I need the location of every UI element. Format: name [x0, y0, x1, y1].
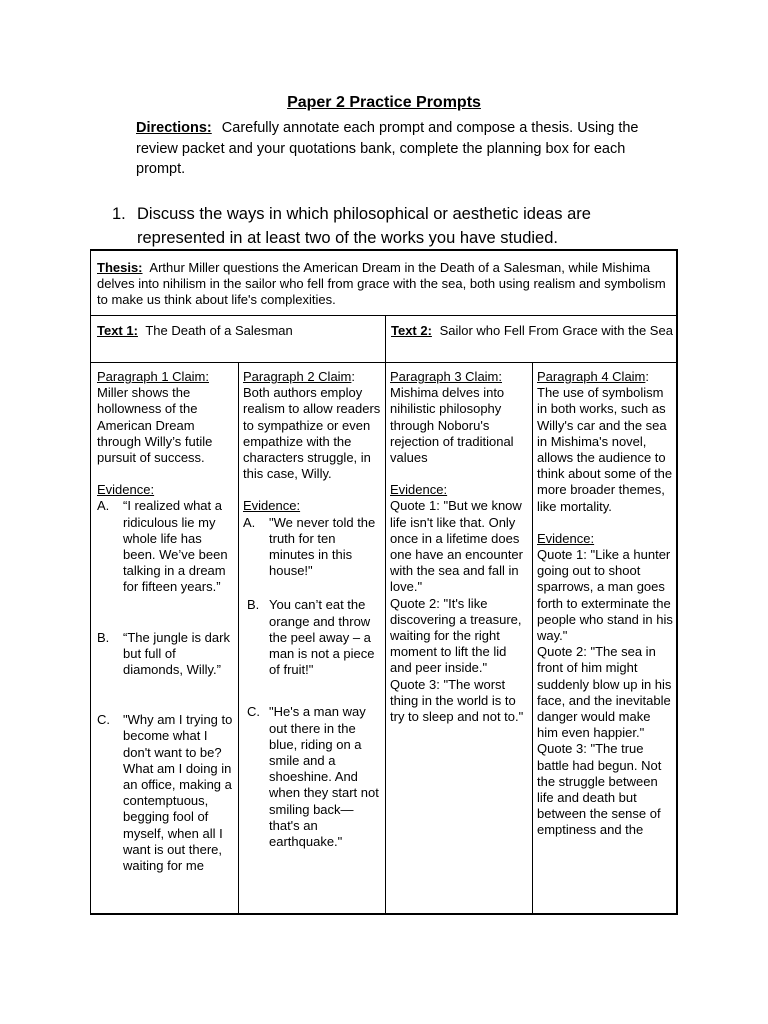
- item-marker: B.: [97, 629, 110, 645]
- list-item: [97, 712, 236, 874]
- item-marker: C.: [97, 712, 110, 728]
- table-divider: [385, 315, 386, 915]
- prompt-item: [112, 202, 672, 250]
- quote-item: Quote 2: "It's like discovering a treasure, waiting for the right moment to lift the lid and peer inside.": [390, 595, 522, 676]
- quote-item: Quote 3: "The worst thing in the world is to try to sleep and not to.": [390, 676, 524, 725]
- item-text: “I realized what a ridiculous lie my whole life has been. We’ve been talking in a dream for fifteen years.”: [123, 498, 228, 595]
- paragraph2-claim-colon: :: [351, 369, 356, 384]
- text2-label: Text 2:: [391, 323, 432, 338]
- quote-item: Quote 2: "The sea in front of him might suddenly blow up in his face, and the inevitable danger would make him even happier.": [537, 644, 672, 741]
- item-marker: A.: [243, 514, 256, 530]
- paragraph3-cell: [390, 369, 530, 725]
- paragraph4-claim-label: Paragraph 4 Claim: [537, 369, 646, 384]
- item-text: "We never told the truth for ten minutes in this house!": [269, 514, 376, 579]
- paragraph1-cell: [97, 369, 236, 874]
- text2-value: Sailor who Fell From Grace with the Sea: [439, 323, 673, 338]
- directions-label: Directions:: [136, 120, 212, 136]
- table-divider: [91, 362, 676, 363]
- item-text: “The jungle is dark but full of diamonds, Willy.”: [123, 629, 230, 678]
- paragraph4-evidence-label: Evidence:: [537, 530, 595, 546]
- text1-label: Text 1:: [97, 323, 138, 338]
- text2-cell: [391, 323, 673, 339]
- item-marker: A.: [97, 498, 110, 514]
- list-item: [243, 515, 383, 580]
- paragraph1-evidence-label: Evidence:: [97, 482, 155, 498]
- paragraph1-claim: Miller shows the hollowness of the American Dream through Willy’s futile pursuit of success.: [97, 385, 213, 466]
- paragraph4-claim-colon: :: [645, 369, 650, 384]
- paragraph4-claim: The use of symbolism in both works, such as Willy's car and the sea in Mishima's novel, allows the audience to think about some of the more broader themes, like mortality.: [537, 385, 673, 514]
- paragraph3-claim-label: Paragraph 3 Claim:: [390, 369, 502, 384]
- text1-cell: [97, 323, 379, 339]
- item-text: You can’t eat the orange and throw the peel away – a man is not a piece of fruit!": [269, 597, 375, 678]
- list-item: [243, 704, 383, 850]
- paragraph2-evidence-label: Evidence:: [243, 498, 301, 514]
- planning-table: [90, 249, 678, 915]
- thesis-text: Arthur Miller questions the American Dream in the Death of a Salesman, while Mishima delves into nihilism in the sailor who fell from grace with the sea, both using realism and symbolism to make us think about life's complexities.: [97, 260, 666, 308]
- prompt-text: Discuss the ways in which philosophical or aesthetic ideas are represented in at least two of the works you have studied.: [137, 205, 591, 247]
- paragraph4-cell: [537, 369, 673, 839]
- paragraph2-cell: [243, 369, 383, 850]
- list-item: [97, 630, 236, 679]
- quote-item: Quote 1: "But we know life isn't like that. Only once in a lifetime does one have an encounter with the sea and fall in love.": [390, 498, 523, 595]
- table-divider: [91, 315, 676, 316]
- paragraph1-claim-label: Paragraph 1 Claim:: [97, 369, 209, 384]
- table-divider: [532, 362, 533, 915]
- list-item: [97, 498, 236, 595]
- item-text: "He's a man way out there in the blue, riding on a smile and a shoeshine. And when they start not smiling back—that's an earthquake.": [269, 704, 379, 850]
- thesis-label: Thesis:: [97, 260, 143, 275]
- paragraph2-claim: Both authors employ realism to allow readers to sympathize or even empathize with the characters struggle, in this case, Willy.: [243, 385, 381, 482]
- thesis-cell: [97, 260, 667, 309]
- directions-paragraph: [136, 118, 676, 180]
- directions-text: Carefully annotate each prompt and compose a thesis. Using the review packet and your quotations bank, complete the planning box for each prompt.: [136, 120, 639, 177]
- paragraph3-evidence-label: Evidence:: [390, 482, 448, 498]
- table-divider: [238, 362, 239, 915]
- paragraph3-claim: Mishima delves into nihilistic philosophy through Noboru's rejection of traditional values: [390, 385, 514, 466]
- text1-value: The Death of a Salesman: [145, 323, 293, 338]
- paragraph2-claim-label: Paragraph 2 Claim: [243, 369, 352, 384]
- page-title: Paper 2 Practice Prompts: [287, 94, 481, 111]
- prompt-number: 1.: [112, 205, 126, 223]
- list-item: [243, 597, 383, 678]
- item-marker: C.: [247, 704, 260, 720]
- quote-item: Quote 1: "Like a hunter going out to shoot sparrows, a man goes forth to exterminate the people who stand in his way.": [537, 547, 673, 644]
- item-marker: B.: [247, 597, 260, 613]
- quote-item: Quote 3: "The true battle had begun. Not the struggle between life and death but between the sense of emptiness and the: [537, 741, 662, 838]
- item-text: "Why am I trying to become what I don't want to be? What am I doing in an office, making a contemptuous, begging fool of myself, when all I want is out there, waiting for me: [123, 712, 233, 874]
